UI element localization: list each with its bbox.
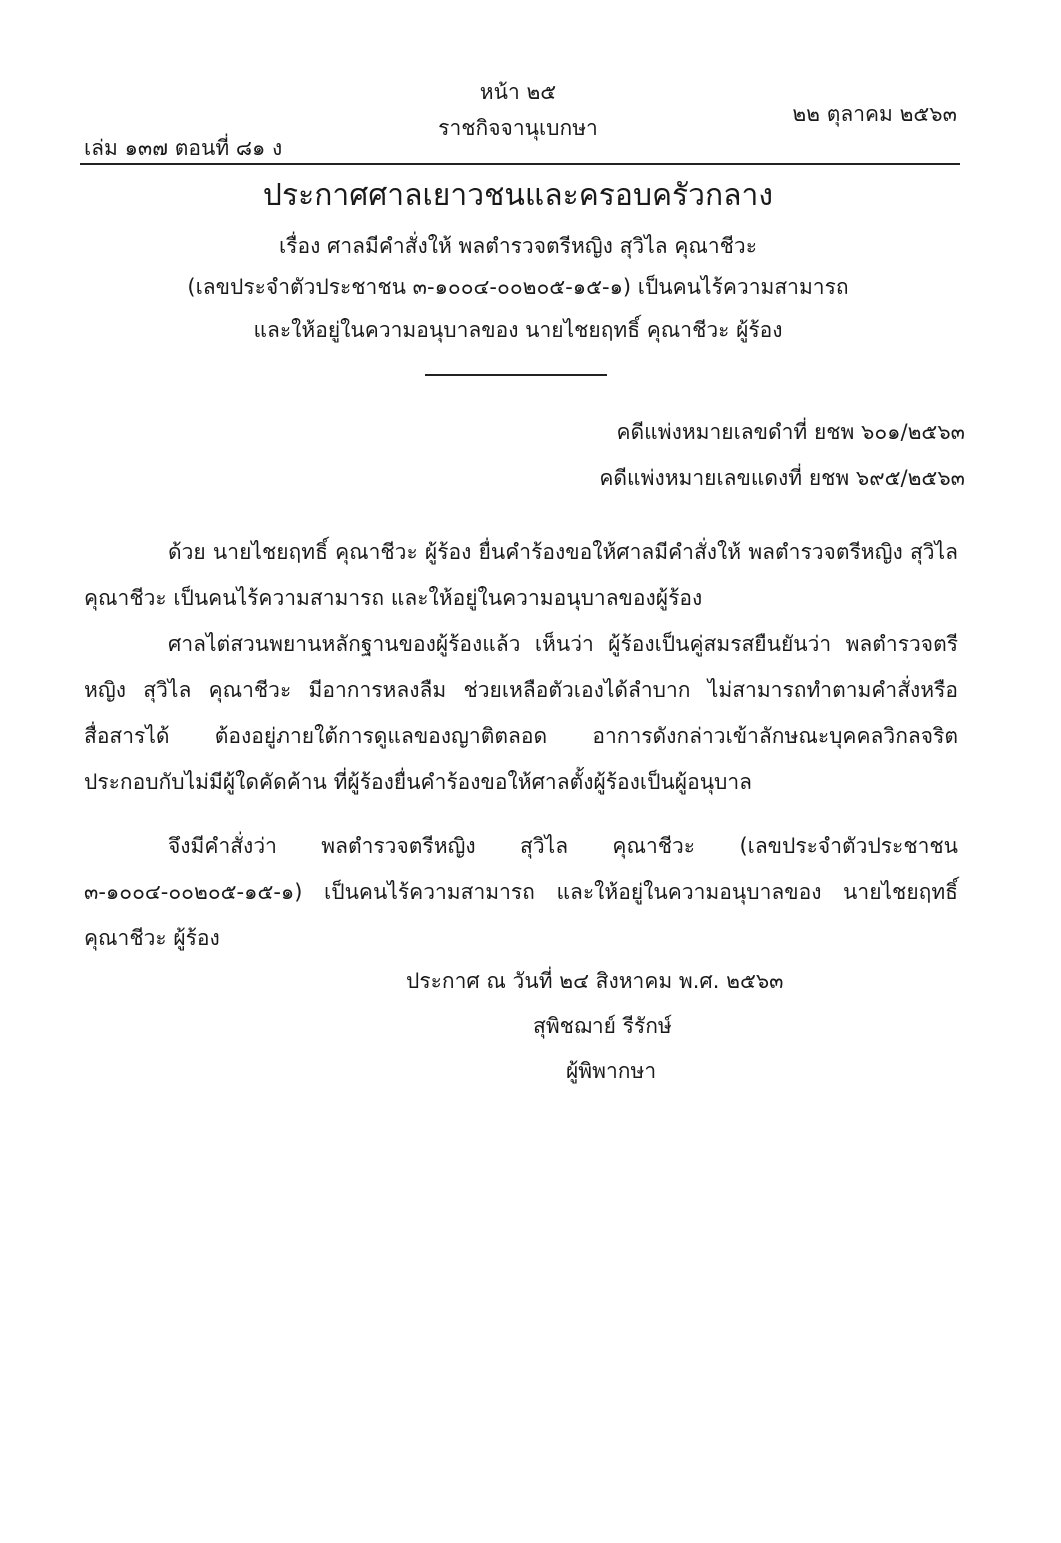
subject-line-2: (เลขประจำตัวประชาชน ๓-๑๐๐๔-๐๐๒๐๕-๑๕-๑) เป็นคนไร้ความสามารถ (187, 275, 849, 299)
subject-line-3: และให้อยู่ในความอนุบาลของ นายไชยฤทธิ์ คุณาชีวะ ผู้ร้อง (253, 318, 783, 342)
black-case-number: คดีแพ่งหมายเลขดำที่ ยชพ ๖๐๑/๒๕๖๓ (616, 420, 965, 444)
announcement-title: ประกาศศาลเยาวชนและครอบครัวกลาง (262, 178, 774, 213)
signer-name: สุพิชฌาย์ รีรักษ์ (533, 1014, 672, 1038)
body-paragraph-1: ด้วย นายไชยฤทธิ์ คุณาชีวะ ผู้ร้อง ยื่นคำร้องขอให้ศาลมีคำสั่งให้ พลตำรวจตรีหญิง สุวิไล คุณาชีวะ เป็นคนไร้ความสามารถ และให้อยู่ในความอนุบาลของผู้ร้อง (84, 540, 958, 610)
volume-issue-info: เล่ม ๑๓๗ ตอนที่ ๘๑ ง (84, 136, 283, 160)
body-paragraph-2: ศาลไต่สวนพยานหลักฐานของผู้ร้องแล้ว เห็นว่า ผู้ร้องเป็นคู่สมรสยืนยันว่า พลตำรวจตรีหญิง สุวิไล คุณาชีวะ มีอาการหลงลืม ช่วยเหลือตัวเองได้ลำบาก ไม่สามารถทำตามคำสั่งหรือสื่อสารได้ ต้องอยู่ภายใต้การดูแลของญาติตลอด อาการดังกล่าวเข้าลักษณะบุคคลวิกลจริต ประกอบกับไม่มีผู้ใดคัดค้าน ที่ผู้ร้องยื่นคำร้องขอให้ศาลตั้งผู้ร้องเป็นผู้อนุบาล (84, 632, 958, 794)
gazette-name: ราชกิจจานุเบกษา (438, 116, 598, 140)
signer-position: ผู้พิพากษา (566, 1059, 657, 1083)
red-case-number: คดีแพ่งหมายเลขแดงที่ ยชพ ๖๙๕/๒๕๖๓ (599, 466, 965, 490)
announcement-date: ประกาศ ณ วันที่ ๒๔ สิงหาคม พ.ศ. ๒๕๖๓ (406, 969, 784, 993)
header-divider (80, 163, 960, 165)
issue-date: ๒๒ ตุลาคม ๒๕๖๓ (792, 102, 957, 126)
title-divider (425, 374, 607, 376)
page-number: หน้า ๒๕ (479, 80, 557, 104)
subject-line-1: เรื่อง ศาลมีคำสั่งให้ พลตำรวจตรีหญิง สุวิไล คุณาชีวะ (279, 234, 757, 258)
body-paragraph-3: จึงมีคำสั่งว่า พลตำรวจตรีหญิง สุวิไล คุณาชีวะ (เลขประจำตัวประชาชน ๓-๑๐๐๔-๐๐๒๐๕-๑๕-๑) เป็นคนไร้ความสามารถ และให้อยู่ในความอนุบาลของ นายไชยฤทธิ์ คุณาชีวะ ผู้ร้อง (84, 834, 958, 950)
